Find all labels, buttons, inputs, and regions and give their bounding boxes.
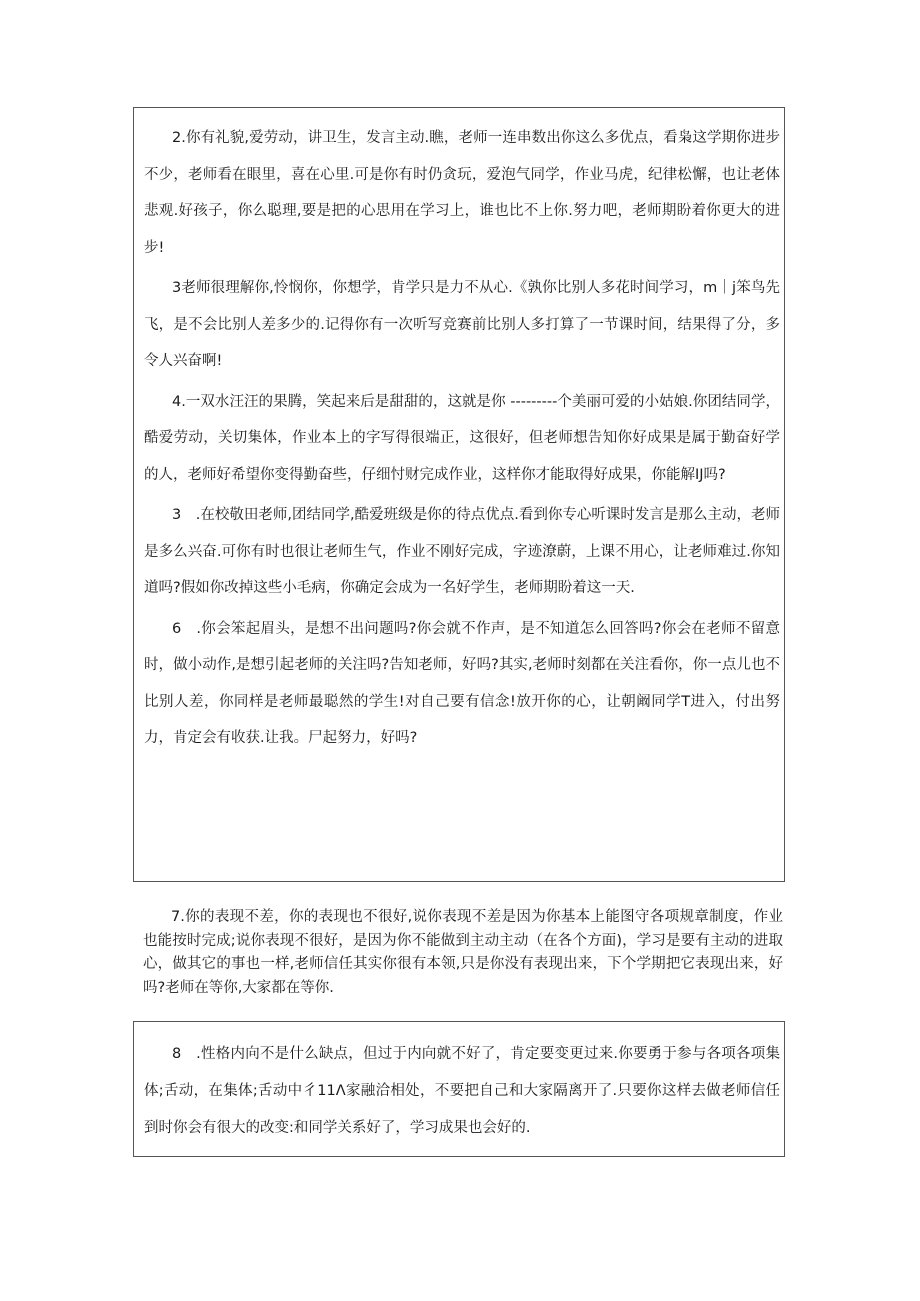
- comment-paragraph-4: 4.一双水汪汪的果腾，笑起来后是甜甜的，这就是你 ---------个美丽可爱的小姑娘.你团结同学，酷爱劳动，关切集体，作业本上的字写得很端正，这很好，但老师想告知你好成果是属于勤奋好学的人，老师好希望你变得勤奋些，仔细忖财完成作业，这样你才能取得好成果，你能解IJ吗?: [144, 393, 780, 483]
- comment-box-lower: [133, 1021, 785, 1157]
- comment-paragraph-2: 2.你有礼貌,爱劳动，讲卫生，发言主动.瞧，老师一连串数出你这么多优点，看枭这学期你进步不少，老师看在眼里，喜在心里.可是你有时仍贪玩，爱泡气同学，作业马虎，纪律松懈，也让老体悲观.好孩子，你么聪理,要是把的心思用在学习上，谁也比不上你.努力吧，老师期盼着你更大的进步!: [144, 130, 780, 256]
- comment-paragraph-7: 7.你的表现不差，你的表现也不很好,说你表现不差是因为你基本上能图守各项规章制度，作业也能按时完成;说你表现不很好，是因为你不能做到主动主动（在各个方面)，学习是要有主动的进取心，做其它的事也一样,老师信任其实你很有本领,只是你没有表现出来，下个学期把它表现出来，好吗?老师在等你,大家都在等你.: [143, 909, 783, 996]
- comment-paragraph-3: 3老师很理解你,怜悯你，你想学，肯学只是力不从心.《孰你比别人多花时间学习，m｜j笨鸟先飞，是不会比别人差多少的.记得你有一次听写竞赛前比别人多打算了一节课时间，结果得了分，多令人兴奋啊!: [144, 280, 780, 369]
- comment-box-upper: [133, 107, 785, 882]
- comment-paragraph-6: 6 .你会笨起眉头，是想不出问题吗?你会就不作声，是不知道怎么回答吗?你会在老师不留意时，做小动作,是想引起老师的关注吗?告知老师，好吗?其实,老师时刻都在关注看你，你一点儿也不比别人差，你同样是老师最聪然的学生!对自己要有信念!放开你的心，让朝阚同学T进入，付出努力，肯定会有收获.让我。尸起努力，好吗?: [144, 620, 780, 746]
- comment-paragraph-8: 8 .性格内向不是什么缺点，但过于内向就不好了，肯定要变更过来.你要勇于参与各项各项集体;舌动，在集体;舌动中彳11Λ家融洽相处，不要把自己和大家隔离开了.只要你这样去做老师信任到时你会有很大的改变:和同学关系好了，学习成果也会好的.: [144, 1046, 780, 1136]
- comment-paragraph-5: 3 .在校敬田老师,团结同学,酷爱班级是你的待点优点.看到你专心听课时发言是那么主动，老师是多么兴奋.可你有时也很让老师生气，作业不刚好完成，字迹潦蔚，上课不用心，让老师难过.你知道吗?假如你改掉这些小毛病，你确定会成为一名好学生，老师期盼着这一天.: [144, 507, 780, 596]
